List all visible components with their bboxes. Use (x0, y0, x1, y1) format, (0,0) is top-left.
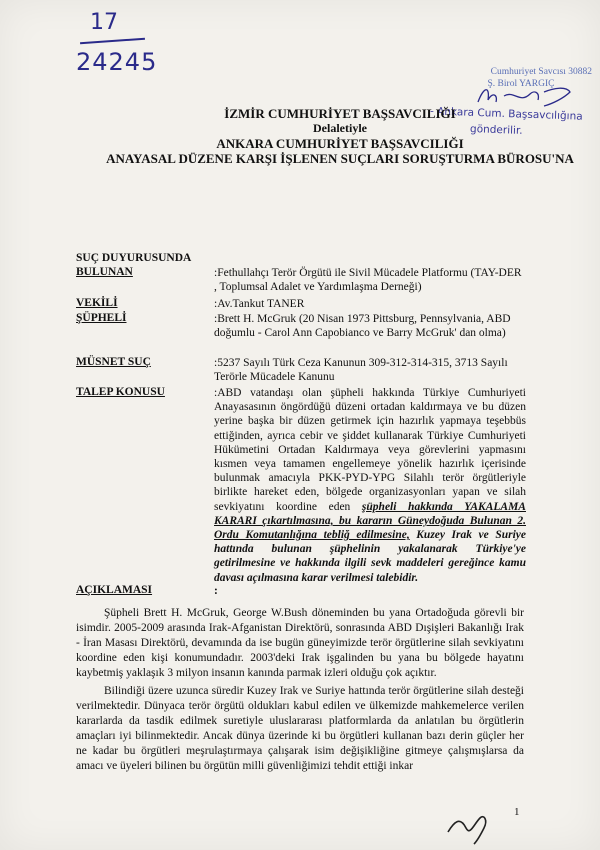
field-attorney (76, 297, 526, 313)
label-bulunan: BULUNAN (76, 266, 133, 278)
paragraph-1: Şüpheli Brett H. McGruk, George W.Bush döneminden bu yana Ortadoğuda görevli bir isimdir. 2005-2009 arasında Irak-Afganistan Direktörü, sonrasında ABD Dışişleri Bakanlığı Irak - İran Masası Direktörü, devamında da ise bugün güneyimizde terör örgütlerine silah sevkiyatını koordine eden kişi konumundadır. 2003'deki Irak işgalinden bu yana bu bölgede hayatını kaybetmiş yaklaşık 3 milyon insanın kanında parmak izleri olduğu çok açıktır. (76, 607, 524, 679)
value-charged-crime: :5237 Sayılı Türk Ceza Kanunun 309-312-314-315, 3713 Sayılı Terörle Mücadele Kanunu (214, 357, 508, 383)
field-explanation (76, 584, 526, 600)
value-complainant: :Fethullahçı Terör Örgütü ile Sivil Mücadele Platformu (TAY-DER , Toplumsal Adalet ve Yardımlaşma Derneği) (214, 267, 522, 293)
label-talep-konusu: TALEP KONUSU (76, 386, 165, 398)
label-musnet-suc: MÜSNET SUÇ (76, 356, 151, 368)
stamp-line-2: Ş. Birol YARGIÇ (487, 79, 555, 89)
handwritten-number-bottom: 24245 (76, 48, 158, 76)
handwritten-number-top: 17 (90, 10, 118, 35)
request-underlined-text: şüpheli hakkında YAKALAMA KARARI çıkartılmasına, bu kararın Güneydoğuda Bulunan 2. Ordu Komutanlığına tebliğ edilmesine, (214, 500, 526, 542)
label-suc-duyurusunda: SUÇ DUYURUSUNDA (76, 252, 192, 264)
header-ankara: ANKARA CUMHURİYET BAŞSAVCILIĞI (216, 136, 464, 151)
header-izmir: İZMİR CUMHURİYET BAŞSAVCILIĞI (224, 106, 456, 121)
value-explanation-colon: : (214, 585, 218, 597)
stamp-line-1: Cumhuriyet Savcısı 30882 (490, 67, 592, 77)
header-delaletiyle: Delaletiyle (313, 121, 367, 135)
label-aciklamasi: AÇIKLAMASI (76, 584, 153, 596)
value-attorney: :Av.Tankut TANER (214, 298, 305, 310)
label-vekili: VEKİLİ (76, 297, 118, 309)
value-request-subject (214, 386, 526, 585)
page-number: 1 (514, 806, 520, 818)
value-suspect: :Brett H. McGruk (20 Nisan 1973 Pittsburg, Pennsylvania, ABD doğumlu - Carol Ann Capobianco ve Barry McGruk' dan olma) (214, 313, 511, 339)
field-complainant (76, 252, 526, 296)
request-plain-text: :ABD vatandaşı olan şüpheli hakkında Türkiye Cumhuriyeti Anayasasının öngördüğü düzeni ortadan kaldırmaya ve bu düzen yerine başka bir düzen getirmek için hazırlık yapmaya teşebbüs ettiğinden, ayrıca cebir ve şiddet kullanarak Türkiye Cumhuriyeti Hükümetini Ortadan Kaldırmaya veya görevlerini yapmasını kısmen veya tamamen engellemeye yönelik hazırlık içerisinde bulunmak amacıyla PKK-PYD-YPG Silahlı terör örgütleriyle birlikte hareket eden, bölgede organizasyonları yapan ve silah sevkiyatını koordine eden (214, 387, 526, 513)
signature-initials (444, 806, 504, 846)
field-charged-crime (76, 356, 526, 386)
paragraph-2: Bilindiği üzere uzunca süredir Kuzey Irak ve Suriye hattında terör örgütlerine silah desteği verilmektedir. Dünyaca terör örgütü oldukları kabul edilen ve ülkemizde mahkemelerce verilen kararlarda da tasdik edilmek suretiyle uluslararası platformlarda da anlatılan bu örgütlerin amaçları iyi bilinmektedir. Ancak dünya üzerinde ki bu örgütleri kullanan bazı derin güçler her ne kadar bu örgütleri meşrulaştırmaya çalışarak isim değişikliğine gitmeye çalışmışlarsa da amacı ve üyeleri bilinen bu örgütün milli güvenliğimizi tehdit ettiği inkar (76, 685, 524, 772)
request-bold-text: Kuzey Irak ve Suriye hattında bulunan şüphelinin yakalanarak Türkiye'ye getirilmesine ve hakkında ilgili sevk maddeleri gereğince kamu davası açılmasına karar verilmesi talebidir. (214, 529, 526, 584)
header-bureau: ANAYASAL DÜZENE KARŞI İŞLENEN SUÇLARI SORUŞTURMA BÜROSU'NA (106, 151, 574, 166)
field-request-subject (76, 386, 526, 586)
handwritten-note-line-2: gönderilir. (469, 123, 523, 137)
label-supheli: ŞÜPHELİ (76, 312, 127, 324)
field-suspect (76, 312, 526, 358)
handwritten-note-line-1: - Ankara Cum. Başsavcılığına (429, 105, 583, 123)
handwritten-divider-line (80, 38, 145, 45)
